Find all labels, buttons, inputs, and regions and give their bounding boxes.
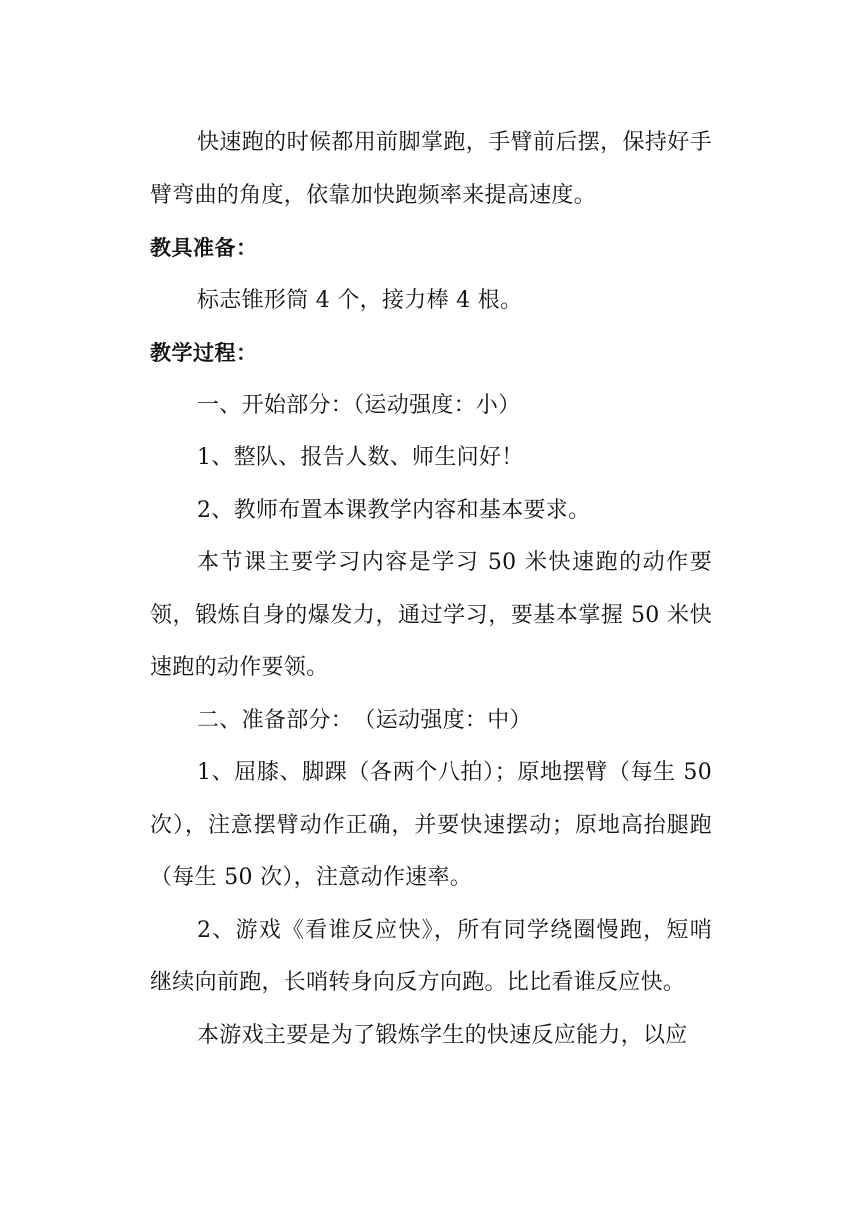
- heading-teaching-aids: 教具准备：: [150, 236, 258, 260]
- paragraph-start-step-1: 1、整队、报告人数、师生问好！: [197, 445, 524, 470]
- paragraph-prep-section: 二、准备部分： （运动强度：中）: [197, 707, 532, 733]
- paragraph-game-purpose: 本游戏主要是为了锻炼学生的快速反应能力，以应: [197, 1022, 688, 1048]
- paragraph-start-section: 一、开始部分：（运动强度：小）: [197, 392, 521, 418]
- paragraph-teaching-aids: 标志锥形筒 4 个，接力棒 4 根。: [197, 287, 523, 313]
- paragraph-running-technique: 快速跑的时候都用前脚掌跑，手臂前后摆，保持好手臂弯曲的角度，依靠加快跑频率来提高速度。: [150, 130, 712, 208]
- document-body: [150, 117, 712, 1062]
- paragraph-prep-step-2: 2、游戏《看谁反应快》，所有同学绕圈慢跑，短哨继续向前跑，长哨转身向反方向跑。比比看谁反应快。: [150, 917, 712, 995]
- paragraph-prep-step-1: 1、屈膝、脚踝（各两个八拍）；原地摆臂（每生 50 次），注意摆臂动作正确，并要快速摆动；原地高抬腿跑（每生 50 次），注意动作速率。: [150, 760, 712, 890]
- paragraph-start-step-2: 2、教师布置本课教学内容和基本要求。: [197, 497, 591, 523]
- paragraph-lesson-content: 本节课主要学习内容是学习 50 米快速跑的动作要领，锻炼自身的爆发力，通过学习，要基本掌握 50 米快速跑的动作要领。: [150, 550, 712, 680]
- heading-teaching-process: 教学过程：: [150, 341, 258, 365]
